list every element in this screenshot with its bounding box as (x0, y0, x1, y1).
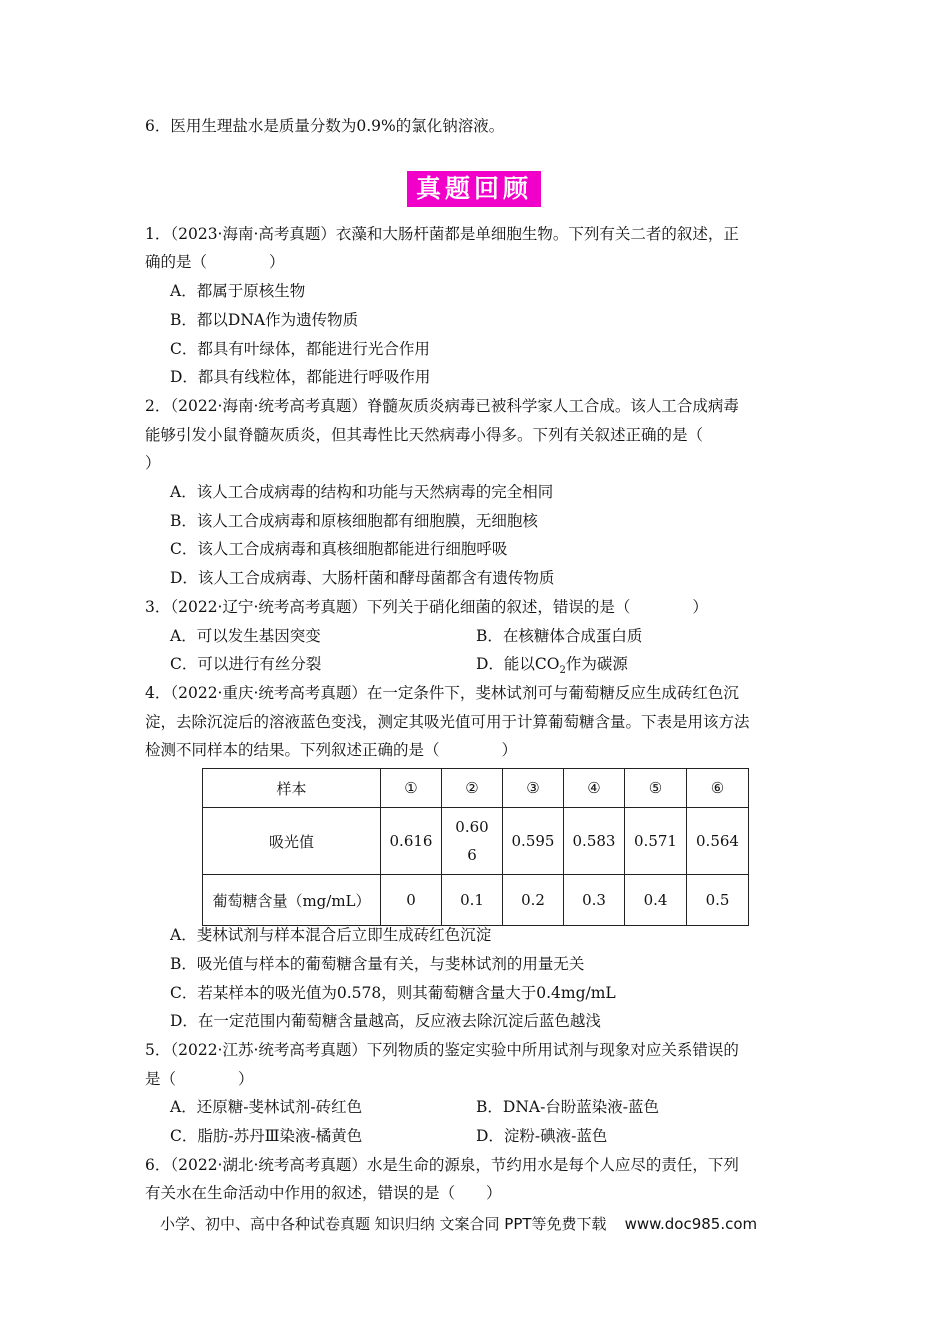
q4-stem-line-2: 淀，去除沉淀后的溶液蓝色变浅，测定其吸光值可用于计算葡萄糖含量。下表是用该方法 (145, 713, 750, 731)
q4-option-c: C．若某样本的吸光值为0.578，则其葡萄糖含量大于0.4mg/mL (170, 984, 616, 1002)
q5-option-a: A．还原糖-斐林试剂-砖红色 (170, 1098, 363, 1116)
q2-option-b: B．该人工合成病毒和原核细胞都有细胞膜，无细胞核 (170, 512, 538, 530)
wrapped-part-2: 6 (467, 846, 477, 864)
q3-option-d-subscript: 2 (559, 665, 566, 677)
q6-stem-line-1: 6．（2022·湖北·统考高考真题）水是生命的源泉，节约用水是每个人应尽的责任，下列 (145, 1156, 739, 1174)
table-cell: ⑤ (625, 769, 687, 808)
q1-stem-line-1: 1．（2023·海南·高考真题）衣藻和大肠杆菌都是单细胞生物。下列有关二者的叙述，正 (145, 225, 739, 243)
q3-stem-line-1: 3．（2022·辽宁·统考高考真题）下列关于硝化细菌的叙述，错误的是（ ） (145, 598, 708, 616)
table-cell: 0.616 (381, 808, 442, 875)
footer-text: 小学、初中、高中各种试卷真题 知识归纳 文案合同 PPT等免费下载 (160, 1215, 607, 1233)
table-cell: ① (381, 769, 442, 808)
table-cell: 0.1 (442, 875, 503, 926)
footer-url[interactable]: www.doc985.com (624, 1215, 758, 1233)
table-cell: 0.4 (625, 875, 687, 926)
q1-option-c: C．都具有叶绿体，都能进行光合作用 (170, 340, 430, 358)
table-cell: ⑥ (687, 769, 749, 808)
q2-stem-line-2: 能够引发小鼠脊髓灰质炎，但其毒性比天然病毒小得多。下列有关叙述正确的是（ (145, 426, 704, 444)
table-cell: ④ (564, 769, 625, 808)
table-cell: 0.571 (625, 808, 687, 875)
q5-option-c: C．脂肪-苏丹Ⅲ染液-橘黄色 (170, 1127, 363, 1145)
table-cell: 葡萄糖含量（mg/mL） (203, 875, 381, 926)
q3-option-d (476, 654, 628, 681)
table-cell: 0.2 (503, 875, 564, 926)
q2-option-c: C．该人工合成病毒和真核细胞都能进行细胞呼吸 (170, 540, 508, 558)
table-cell: 吸光值 (203, 808, 381, 875)
q5-option-b: B．DNA-台盼蓝染液-蓝色 (476, 1098, 660, 1116)
table-cell: ② (442, 769, 503, 808)
q2-stem-line-3: ） (145, 454, 161, 472)
table-cell: 0 (381, 875, 442, 926)
q5-stem-line-1: 5．（2022·江苏·统考高考真题）下列物质的鉴定实验中所用试剂与现象对应关系错误的 (145, 1041, 739, 1059)
q4-stem-line-1: 4．（2022·重庆·统考高考真题）在一定条件下，斐林试剂可与葡萄糖反应生成砖红色沉 (145, 684, 739, 702)
table-cell-wrapped (442, 808, 503, 875)
q2-option-a: A．该人工合成病毒的结构和功能与天然病毒的完全相同 (170, 483, 554, 501)
q4-option-a: A．斐林试剂与样本混合后立即生成砖红色沉淀 (170, 926, 492, 944)
q1-option-a: A．都属于原核生物 (170, 282, 306, 300)
q3-option-b: B．在核糖体合成蛋白质 (476, 627, 643, 645)
q5-stem-line-2: 是（ ） (145, 1070, 254, 1088)
q3-option-a: A．可以发生基因突变 (170, 627, 321, 645)
wrapped-part-1: 0.60 (455, 818, 489, 836)
q2-stem-line-1: 2．（2022·海南·统考高考真题）脊髓灰质炎病毒已被科学家人工合成。该人工合成病毒 (145, 397, 739, 415)
q1-option-b: B．都以DNA作为遗传物质 (170, 311, 359, 329)
q1-option-d: D．都具有线粒体，都能进行呼吸作用 (170, 368, 431, 386)
q3-option-c: C．可以进行有丝分裂 (170, 655, 322, 673)
table-row-absorbance (203, 808, 749, 875)
table-cell: 样本 (203, 769, 381, 808)
q3-option-d-prefix: D．能以CO (476, 655, 560, 673)
q2-option-d: D．该人工合成病毒、大肠杆菌和酵母菌都含有遗传物质 (170, 569, 555, 587)
q4-option-d: D．在一定范围内葡萄糖含量越高，反应液去除沉淀后蓝色越浅 (170, 1012, 601, 1030)
section-banner: 真题回顾 (407, 171, 541, 207)
table-row-glucose (203, 875, 749, 926)
page-footer (160, 1213, 757, 1234)
q3-option-d-suffix: 作为碳源 (565, 655, 628, 673)
table-cell: 0.564 (687, 808, 749, 875)
q4-option-b: B．吸光值与样本的葡萄糖含量有关，与斐林试剂的用量无关 (170, 955, 585, 973)
q6-stem-line-2: 有关水在生命活动中作用的叙述，错误的是（ ） (145, 1184, 502, 1202)
table-cell: 0.595 (503, 808, 564, 875)
table-header-row (203, 769, 749, 808)
q1-stem-line-2: 确的是（ ） (145, 253, 285, 271)
q4-stem-line-3: 检测不同样本的结果。下列叙述正确的是（ ） (145, 741, 518, 759)
intro-line: 6．医用生理盐水是质量分数为0.9%的氯化钠溶液。 (145, 117, 505, 135)
table-cell: ③ (503, 769, 564, 808)
table-cell: 0.3 (564, 875, 625, 926)
table-cell: 0.583 (564, 808, 625, 875)
q5-option-d: D．淀粉-碘液-蓝色 (476, 1127, 608, 1145)
sample-results-table (202, 768, 749, 926)
table-cell: 0.5 (687, 875, 749, 926)
